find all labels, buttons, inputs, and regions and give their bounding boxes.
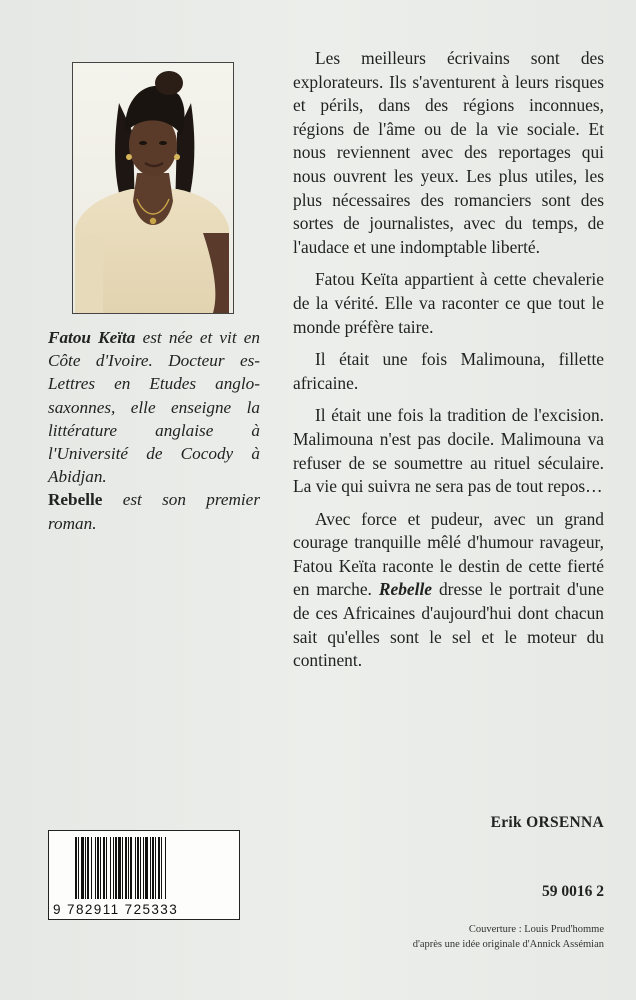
barcode-bar	[161, 837, 162, 899]
blurb-paragraph-2: Fatou Keïta appartient à cette chevalerie de la vérité. Elle va raconter ce que tout le monde préfère taire.	[293, 269, 604, 337]
barcode-bar	[115, 837, 117, 899]
barcode-bar	[137, 837, 139, 899]
barcode-bar	[125, 837, 127, 899]
author-photo	[72, 62, 234, 314]
blurb-text	[293, 47, 604, 682]
catalog-code: 59 0016 2	[542, 883, 604, 900]
author-bio	[48, 326, 260, 535]
barcode-bar	[106, 837, 107, 899]
barcode-bar	[128, 837, 129, 899]
barcode-bar	[100, 837, 101, 899]
barcode-digits: 9 782911 725333	[53, 902, 179, 917]
barcode-bar	[113, 837, 114, 899]
barcode-bar	[143, 837, 144, 899]
barcode-bar	[130, 837, 132, 899]
barcode-bar	[150, 837, 151, 899]
barcode-bar	[103, 837, 105, 899]
author-bio-text: est née et vit en Côte d'Ivoire. Docteur es-Lettres en Etudes anglo-saxonnes, elle enseigne la littérature anglaise à l'Université de Cocody à Abidjan.	[48, 328, 261, 487]
barcode-bar	[155, 837, 156, 899]
barcode-bar	[118, 837, 121, 899]
barcode-bar	[75, 837, 77, 899]
barcode-bar	[135, 837, 136, 899]
first-novel-text: est son premier roman.	[48, 490, 261, 533]
barcode-bar	[110, 837, 111, 899]
barcode-bar	[97, 837, 99, 899]
barcode-bar	[165, 837, 166, 899]
barcode-bar	[85, 837, 86, 899]
barcode-bar	[78, 837, 79, 899]
barcode-bar	[140, 837, 141, 899]
barcode-bars	[75, 837, 225, 899]
barcode-bar	[145, 837, 148, 899]
credits-line-2: d'après une idée originale d'Annick Assémian	[412, 939, 604, 950]
barcode-bar	[91, 837, 92, 899]
blurb-paragraph-1: Les meilleurs écrivains sont des explorateurs. Ils s'aventurent à leurs risques et périls, dans des régions inconnues, régions de l'âme ou de la vie sociale. Et nous reviennent avec des reportages qui nous ouvrent les yeux. Les plus utiles, les plus nécessaires des romanciers sont des sortes de journalistes, avec du temps, de l'audace et une indomptable liberté.	[293, 48, 604, 257]
barcode-bar	[81, 837, 84, 899]
blurb-paragraph-5	[293, 508, 604, 673]
blurb-last-after: dresse le portrait d'une de ces Africaines d'aujourd'hui dont chacun sait qu'elles sont le sel et le moteur du continent.	[293, 579, 604, 671]
isbn-barcode	[48, 830, 240, 920]
barcode-bar	[158, 837, 160, 899]
barcode-bar	[87, 837, 89, 899]
credits-line-1: Couverture : Louis Prud'homme	[468, 924, 604, 935]
blurb-paragraph-3: Il était une fois Malimouna, fillette africaine.	[293, 349, 604, 393]
author-bio-paragraph	[48, 326, 260, 488]
blurb-book-title: Rebelle	[378, 579, 432, 600]
cover-credits	[274, 922, 604, 952]
barcode-bar	[122, 837, 123, 899]
barcode-bar	[152, 837, 154, 899]
bio-book-title: Rebelle	[48, 490, 103, 510]
blurb-signature: Erik ORSENNA	[490, 814, 604, 831]
blurb-last-before: Avec force et pudeur, avec un grand courage tranquille mêlé d'humour ravageur, Fatou Keïta raconte le destin de cette fierté en marche.	[293, 508, 604, 600]
author-name: Fatou Keïta	[48, 328, 136, 347]
barcode-bar	[95, 837, 96, 899]
author-portrait-image	[73, 63, 233, 313]
first-novel-note	[48, 488, 260, 534]
blurb-paragraph-4: Il était une fois la tradition de l'excision. Malimouna n'est pas docile. Malimouna va refuser de se soumettre au rituel séculaire. La vie qui suivra ne sera pas de tout repos…	[293, 405, 604, 497]
